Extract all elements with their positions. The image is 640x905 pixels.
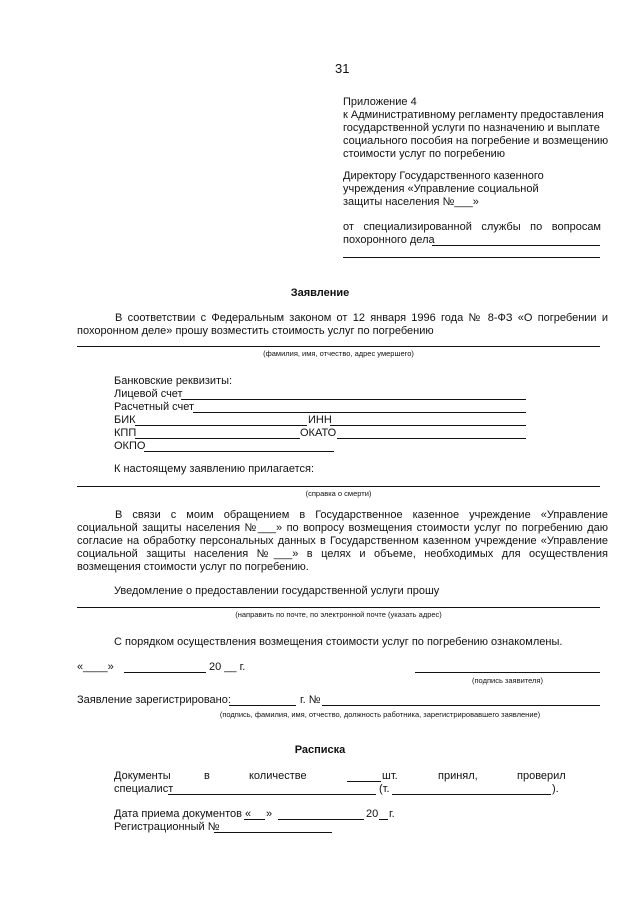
addressee-line: защиты населения №___» [343, 196, 479, 208]
appendix-line: к Административному регламенту предоставления [343, 109, 604, 121]
receipt-reg-number-label: Регистрационный № [114, 821, 220, 833]
page-number: 31 [335, 61, 350, 76]
document-title: Заявление [290, 287, 350, 299]
date-month-field[interactable] [124, 672, 206, 673]
notification-field[interactable] [77, 607, 600, 608]
receipt-word-accepted: принял, [438, 770, 478, 782]
registered-number-field[interactable] [322, 705, 600, 706]
okpo-field[interactable] [144, 451, 334, 452]
receipt-phone-close: ). [552, 783, 559, 795]
notification-caption: (направить по почте, по электронной почте (указать адрес) [235, 610, 442, 619]
personal-account-field[interactable] [181, 399, 526, 400]
okpo-label: ОКПО [114, 440, 146, 452]
addressee-line: Директору Государственного казенного [343, 170, 544, 182]
receipt-date-year-field[interactable] [379, 819, 388, 820]
appendix-line: стоимости услуг по погребению [343, 148, 506, 160]
consent-paragraph: В связи с моим обращением в Государственное казенное учреждение «Управление социальной защиты населения №___» по вопросу возмещения стоимости услуг по погребению даю согласие на обработку персональных данных в Государственном казенном учреждение «Управление социальной защиты населения №___» в целях и объеме, необходимых для осуществления возмещения стоимости услуг по погребению. [77, 509, 608, 573]
signature-field[interactable] [415, 672, 600, 673]
receipt-word-documents: Документы [114, 770, 171, 782]
receipt-date-close-quote: » [266, 808, 273, 820]
okato-label: ОКАТО [300, 427, 337, 439]
receipt-reg-number-field[interactable] [214, 832, 332, 833]
personal-account-label: Лицевой счет [114, 388, 183, 400]
kpp-label: КПП [114, 427, 137, 439]
receipt-word-pcs: шт. [382, 770, 398, 782]
signature-caption: (подпись заявителя) [472, 676, 543, 685]
date-year: 20 __ г. [209, 661, 246, 673]
appendix-line: Приложение 4 [343, 96, 417, 108]
bik-label: БИК [114, 414, 136, 426]
receipt-title: Расписка [294, 744, 346, 756]
receipt-word-checked: проверил [517, 770, 566, 782]
registered-number-label: г. № [300, 694, 321, 706]
receipt-date-month-field[interactable] [278, 819, 364, 820]
from-org-field-2[interactable] [343, 257, 600, 258]
attached-field[interactable] [77, 486, 600, 487]
registered-caption: (подпись, фамилия, имя, отчество, должность работника, зарегистрировавшего заявление) [219, 710, 541, 719]
registered-date-field[interactable] [229, 705, 296, 706]
from-org-field[interactable] [432, 245, 600, 246]
intro-paragraph: В соответствии с Федеральным законом от 12 января 1996 года № 8-ФЗ «О погребении и похоронном деле» прошу возместить стоимость услуг по погребению [77, 312, 608, 337]
receipt-phone-field[interactable] [392, 794, 551, 795]
receipt-date-g: г. [389, 808, 395, 820]
bik-field[interactable] [135, 425, 307, 426]
receipt-phone-open: (т. [379, 783, 390, 795]
from-line-1: от специализированной службы по вопросам [343, 221, 601, 233]
registered-label: Заявление зарегистрировано: [77, 694, 231, 706]
inn-label: ИНН [308, 414, 332, 426]
receipt-date-label: Дата приема документов « [114, 808, 252, 820]
receipt-specialist-field[interactable] [168, 794, 376, 795]
from-line-2: похоронного дела [343, 234, 435, 246]
receipt-word-quantity: количестве [249, 770, 307, 782]
date-day: «____» [77, 661, 114, 673]
kpp-field[interactable] [135, 438, 300, 439]
okato-field[interactable] [337, 438, 526, 439]
inn-field[interactable] [330, 425, 526, 426]
receipt-word-in: в [204, 770, 210, 782]
deceased-caption: (фамилия, имя, отчество, адрес умершего) [263, 349, 414, 358]
appendix-line: социального пособия на погребение и возмещению [343, 135, 609, 147]
receipt-date-day-field[interactable] [244, 819, 265, 820]
receipt-specialist-label: специалист [114, 783, 174, 795]
deceased-field[interactable] [77, 346, 600, 347]
attached-label: К настоящему заявлению прилагается: [114, 463, 315, 475]
attached-caption: (справка о смерти) [305, 489, 372, 498]
receipt-quantity-field[interactable] [347, 781, 381, 782]
addressee-line: учреждения «Управление социальной [343, 183, 539, 195]
settlement-account-field[interactable] [193, 412, 526, 413]
settlement-account-label: Расчетный счет [114, 401, 195, 413]
procedure-text: С порядком осуществления возмещения стоимости услуг по погребению ознакомлены. [114, 636, 563, 648]
notification-label: Уведомление о предоставлении государственной услуги прошу [114, 585, 440, 597]
receipt-date-year: 20 [366, 808, 379, 820]
appendix-line: государственной услуги по назначению и выплате [343, 122, 600, 134]
bank-details-title: Банковские реквизиты: [114, 375, 233, 387]
